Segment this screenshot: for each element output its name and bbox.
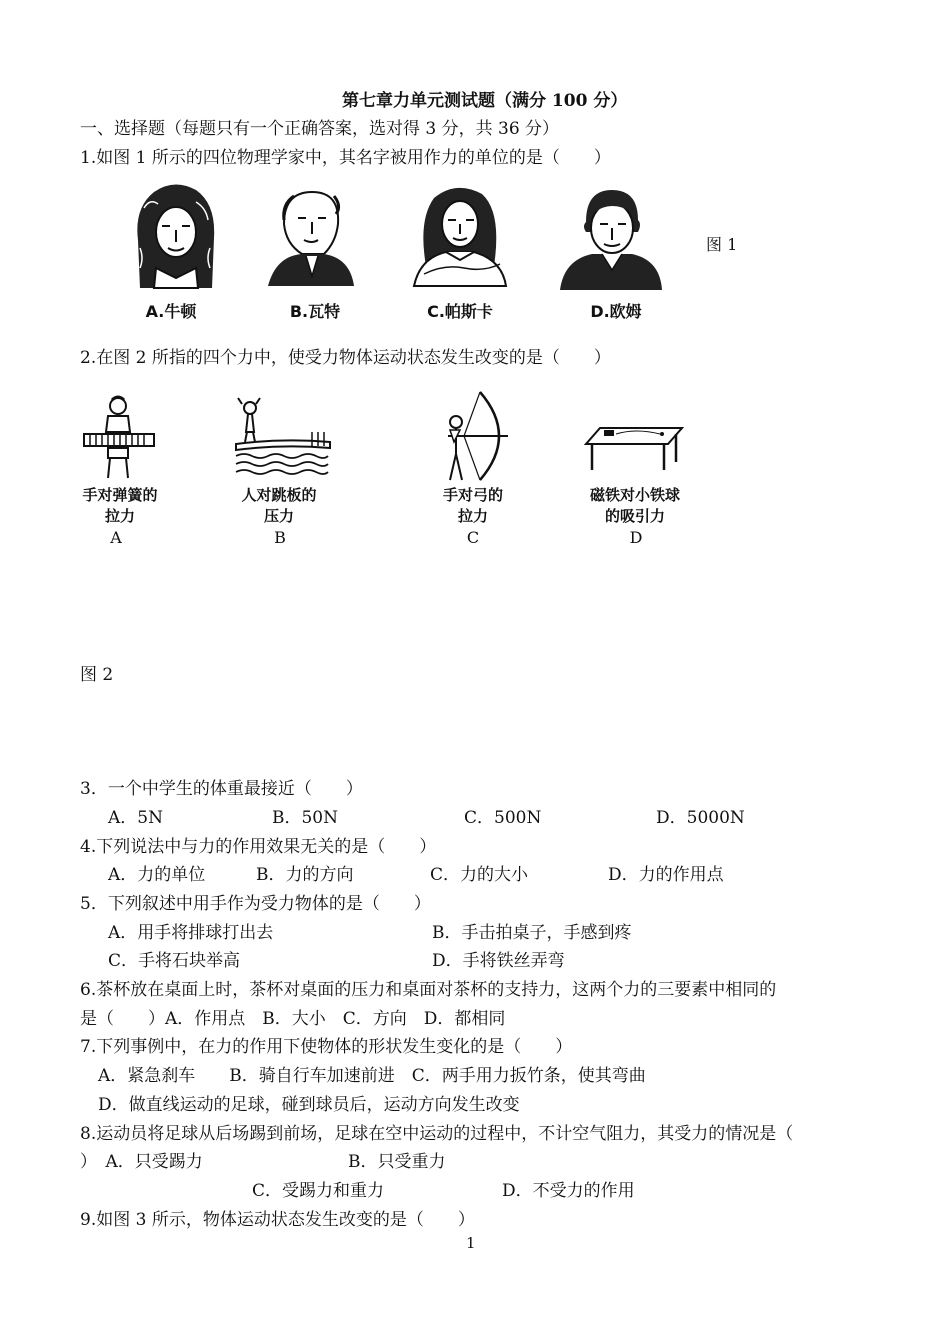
letter-a: A bbox=[110, 528, 122, 547]
q7-options-line-1: A．紧急刹车 B．骑自行车加速前进 C．两手用力扳竹条，使其弯曲 bbox=[98, 1066, 646, 1086]
q4-option-b: B．力的方向 bbox=[256, 865, 354, 885]
q7-options-line-2: D．做直线运动的足球，碰到球员后，运动方向发生改变 bbox=[98, 1095, 520, 1115]
ohm-portrait bbox=[556, 180, 666, 292]
question-5-stem: 5．下列叙述中用手作为受力物体的是（ ） bbox=[80, 894, 431, 914]
figure-1-label: 图 1 bbox=[706, 235, 738, 254]
diving-board-illustration bbox=[232, 396, 332, 476]
option-d-ohm: D.欧姆 bbox=[590, 302, 642, 321]
q8-option-c: C．受踢力和重力 bbox=[252, 1181, 385, 1201]
newton-portrait bbox=[126, 178, 224, 290]
question-1-stem: 1.如图 1 所示的四位物理学家中，其名字被用作力的单位的是（ ） bbox=[80, 148, 611, 168]
page-title: 第七章力单元测试题（满分 100 分） bbox=[342, 91, 628, 111]
pascal-portrait bbox=[410, 180, 510, 288]
q3-option-d: D．5000N bbox=[656, 808, 745, 828]
question-8-line-2: ） A．只受踢力 bbox=[80, 1152, 203, 1172]
q3-option-b: B．50N bbox=[272, 808, 338, 828]
q3-option-a: A．5N bbox=[108, 808, 163, 828]
question-6-line-2: 是（ ）A．作用点 B．大小 C．方向 D．都相同 bbox=[80, 1009, 506, 1029]
section-heading: 一、选择题（每题只有一个正确答案，选对得 3 分，共 36 分） bbox=[80, 119, 560, 139]
question-4-stem: 4.下列说法中与力的作用效果无关的是（ ） bbox=[80, 837, 437, 857]
caption-b: 人对跳板的压力 bbox=[241, 486, 317, 525]
magnet-table-illustration bbox=[584, 424, 684, 472]
question-2-stem: 2.在图 2 所指的四个力中，使受力物体运动状态发生改变的是（ ） bbox=[80, 348, 611, 368]
q3-option-c: C．500N bbox=[464, 808, 542, 828]
question-7-stem: 7.下列事例中，在力的作用下使物体的形状发生变化的是（ ） bbox=[80, 1037, 573, 1057]
letter-d: D bbox=[629, 528, 643, 547]
q8-option-b: B．只受重力 bbox=[348, 1152, 446, 1172]
spring-pull-illustration bbox=[82, 394, 158, 480]
question-9-stem: 9.如图 3 所示，物体运动状态发生改变的是（ ） bbox=[80, 1210, 475, 1230]
letter-b: B bbox=[274, 528, 286, 547]
q4-option-d: D．力的作用点 bbox=[608, 865, 724, 885]
q8-option-d: D．不受力的作用 bbox=[502, 1181, 635, 1201]
option-b-watt: B.瓦特 bbox=[289, 302, 341, 321]
page-number: 1 bbox=[466, 1234, 476, 1252]
q5-option-b: B．手击拍桌子，手感到疼 bbox=[432, 923, 632, 943]
caption-c: 手对弓的拉力 bbox=[442, 486, 503, 525]
q5-option-c: C．手将石块举高 bbox=[108, 951, 241, 971]
caption-a: 手对弹簧的拉力 bbox=[82, 486, 158, 525]
letter-c: C bbox=[466, 528, 480, 547]
question-8-line-1: 8.运动员将足球从后场踢到前场，足球在空中运动的过程中，不计空气阻力，其受力的情况是（ bbox=[80, 1124, 794, 1144]
question-6-line-1: 6.茶杯放在桌面上时，茶杯对桌面的压力和桌面对茶杯的支持力，这两个力的三要素中相同的 bbox=[80, 980, 777, 1000]
q5-option-a: A．用手将排球打出去 bbox=[108, 923, 274, 943]
q4-option-c: C．力的大小 bbox=[430, 865, 529, 885]
caption-d: 磁铁对小铁球的吸引力 bbox=[589, 486, 680, 525]
bow-illustration bbox=[440, 390, 520, 482]
option-c-pascal: C.帕斯卡 bbox=[427, 302, 493, 321]
question-3-stem: 3．一个中学生的体重最接近（ ） bbox=[80, 779, 363, 799]
q5-option-d: D．手将铁丝弄弯 bbox=[432, 951, 565, 971]
watt-portrait bbox=[262, 184, 358, 288]
option-a-newton: A.牛顿 bbox=[145, 302, 197, 321]
figure-2-label: 图 2 bbox=[80, 665, 114, 685]
q4-option-a: A．力的单位 bbox=[108, 865, 206, 885]
